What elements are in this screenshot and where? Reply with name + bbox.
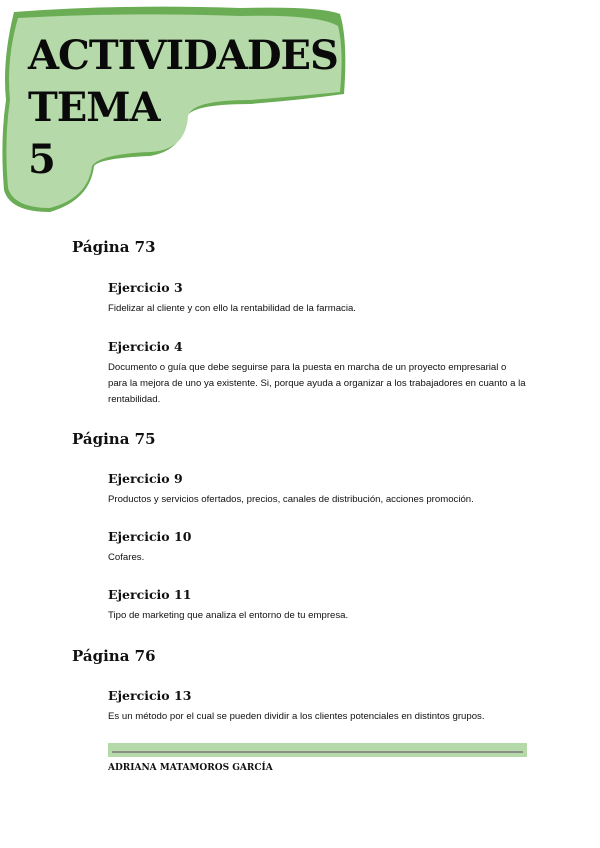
exercise-title: Ejercicio 9: [108, 471, 183, 486]
exercise: [108, 280, 528, 317]
exercise-title: Ejercicio 11: [108, 587, 192, 602]
section-heading: Página 73: [72, 238, 156, 256]
divider-line: [112, 751, 523, 753]
author-name: ADRIANA MATAMOROS GARCÍA: [108, 763, 273, 773]
exercise-answer: Cofares.: [108, 552, 145, 563]
title-line-3: 5: [28, 136, 55, 183]
exercise-title: Ejercicio 10: [108, 529, 192, 544]
exercise-answer: Documento o guía que debe seguirse para la puesta en marcha de un proyecto empresarial o para la mejora de uno ya existente. Si, porque ayuda a organizar a los trabajadores en cuanto a la rentabilidad.: [108, 362, 526, 405]
exercise-title: Ejercicio 13: [108, 688, 192, 703]
page-title: [28, 30, 338, 186]
exercise: [108, 339, 528, 408]
exercise-answer: Productos y servicios ofertados, precios, canales de distribución, acciones promoción.: [108, 494, 474, 505]
title-line-1: ACTIVIDADES: [28, 32, 338, 79]
title-line-2: TEMA: [28, 84, 160, 131]
exercise-answer: Tipo de marketing que analiza el entorno de tu empresa.: [108, 610, 349, 621]
section-heading: Página 75: [72, 430, 156, 448]
exercise-answer: Es un método por el cual se pueden dividir a los clientes potenciales en distintos grupos.: [108, 711, 485, 722]
exercise-title: Ejercicio 3: [108, 280, 183, 295]
exercise: [108, 471, 528, 508]
exercise-answer: Fidelizar al cliente y con ello la rentabilidad de la farmacia.: [108, 303, 356, 314]
exercise-title: Ejercicio 4: [108, 339, 183, 354]
section-heading: Página 76: [72, 647, 156, 665]
exercise: [108, 587, 528, 624]
exercise: [108, 688, 528, 725]
exercise: [108, 529, 528, 566]
footer-divider-bar: [108, 743, 527, 757]
